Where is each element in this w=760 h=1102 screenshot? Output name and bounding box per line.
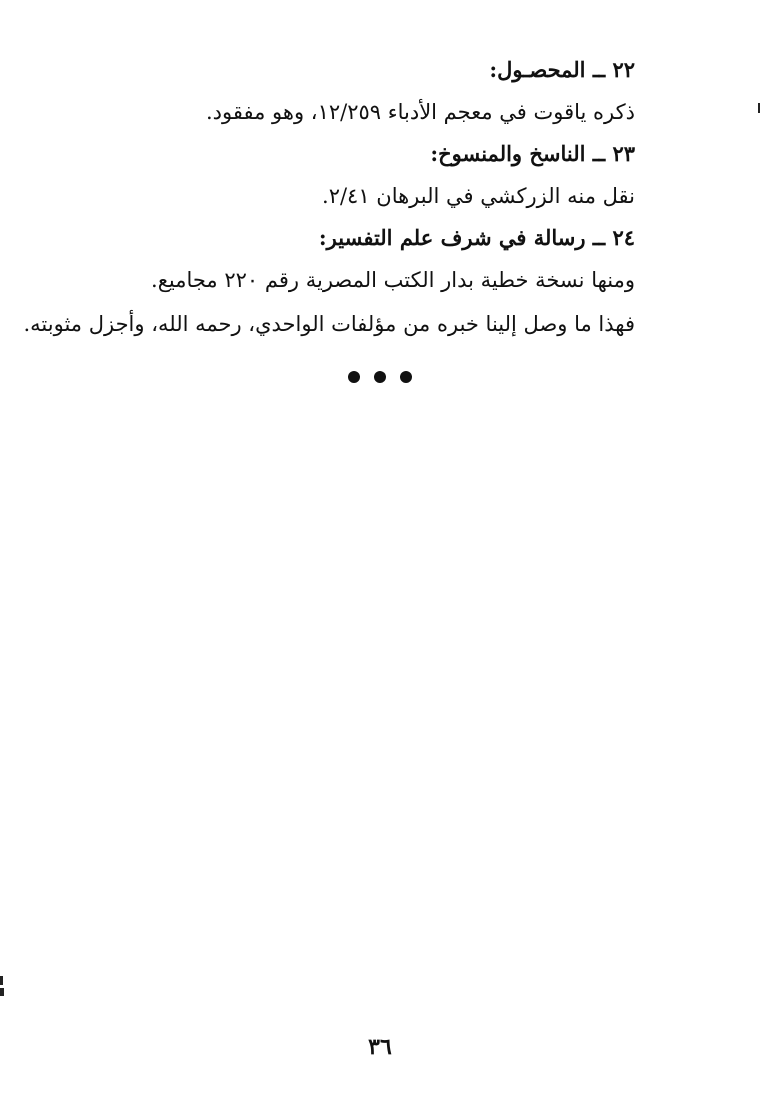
- page-number: ٣٦: [368, 1034, 392, 1060]
- entry-heading: ٢٣ ــ الناسخ والمنسوخ:: [430, 141, 635, 166]
- entry-body: ذكره ياقوت في معجم الأدباء ١٢/٢٥٩، وهو مفقود.: [206, 100, 635, 124]
- ornament-dot: [374, 371, 386, 383]
- closing-paragraph: فهذا ما وصل إلينا خبره من مؤلفات الواحدي، رحمه الله، وأجزل مثوبته.: [23, 312, 635, 336]
- ornament-dot: [348, 371, 360, 383]
- entry-heading: ٢٢ ــ المحصـول:: [489, 57, 635, 82]
- scan-mark: [0, 988, 4, 996]
- entry-body: ومنها نسخة خطية بدار الكتب المصرية رقم ٢٢٠ مجاميع.: [151, 268, 635, 292]
- scan-mark: [0, 976, 3, 985]
- section-ornament: [0, 368, 760, 387]
- works-list: [23, 48, 635, 344]
- entry-body: نقل منه الزركشي في البرهان ٢/٤١.: [322, 184, 635, 208]
- entry-heading: ٢٤ ــ رسالة في شرف علم التفسير:: [318, 225, 635, 250]
- ornament-dot: [400, 371, 412, 383]
